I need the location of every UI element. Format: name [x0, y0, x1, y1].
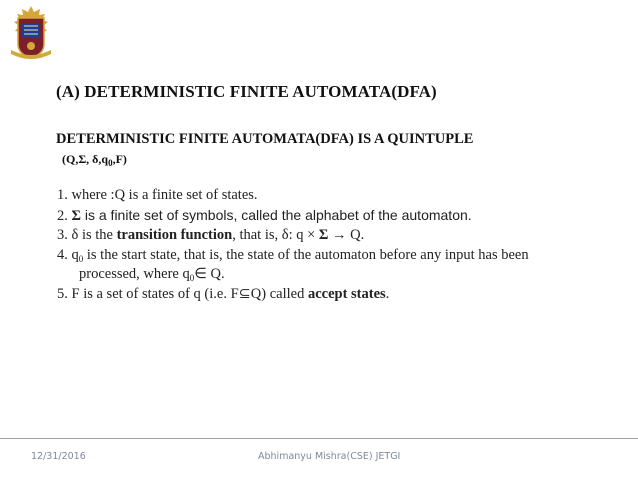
quintuple-notation [62, 152, 127, 167]
footer-divider [0, 438, 638, 439]
definition-4-text: is the start state, that is, the state of the automaton before any input has been [83, 246, 529, 263]
definition-2-text: is a finite set of symbols, called the alphabet of the automaton. [80, 206, 472, 223]
sigma-symbol: Σ [71, 207, 81, 224]
tuple-open: (Q,Σ, δ,q [62, 152, 109, 166]
definition-3-tail: → Q. [332, 227, 365, 243]
definition-3-post: , that is, δ: q × [232, 227, 319, 243]
definition-3-pre: 3. δ is the [57, 227, 117, 243]
definition-5-pre: 5. F is a set of states of q (i.e. F⊆Q) called [57, 285, 308, 302]
definition-list [57, 186, 632, 304]
definition-item-4-continued [57, 265, 632, 285]
institution-logo [6, 4, 56, 60]
definition-5-post: . [385, 285, 390, 302]
accept-states-term: accept states [307, 285, 386, 302]
definition-item-2 [57, 206, 632, 227]
definition-item-1 [57, 186, 632, 206]
definition-4-line2-subscript: 0 [189, 273, 195, 283]
definition-4-line2-pre: processed, where q [79, 266, 190, 282]
sigma-symbol: Σ [318, 227, 329, 243]
definition-4-subscript: 0 [78, 253, 84, 264]
definition-item-4 [57, 246, 632, 266]
tuple-close: ,F) [112, 152, 127, 166]
definition-item-3 [57, 226, 632, 246]
definition-item-5 [57, 285, 632, 305]
definition-4-pre: 4. q [57, 246, 79, 263]
transition-function-term: transition function [116, 227, 233, 243]
slide-subtitle: DETERMINISTIC FINITE AUTOMATA(DFA) IS A QUINTUPLE [56, 131, 474, 147]
slide-title: (A) DETERMINISTIC FINITE AUTOMATA(DFA) [56, 82, 437, 101]
definition-4-line2-post: ∈ Q. [194, 266, 225, 282]
footer-date: 12/31/2016 [31, 451, 86, 462]
definition-1-text: 1. where :Q is a finite set of states. [57, 187, 258, 203]
tuple-subscript: 0 [108, 158, 113, 168]
definition-2-number: 2. [57, 207, 72, 224]
footer-author: Abhimanyu Mishra(CSE) JETGI [258, 451, 401, 462]
